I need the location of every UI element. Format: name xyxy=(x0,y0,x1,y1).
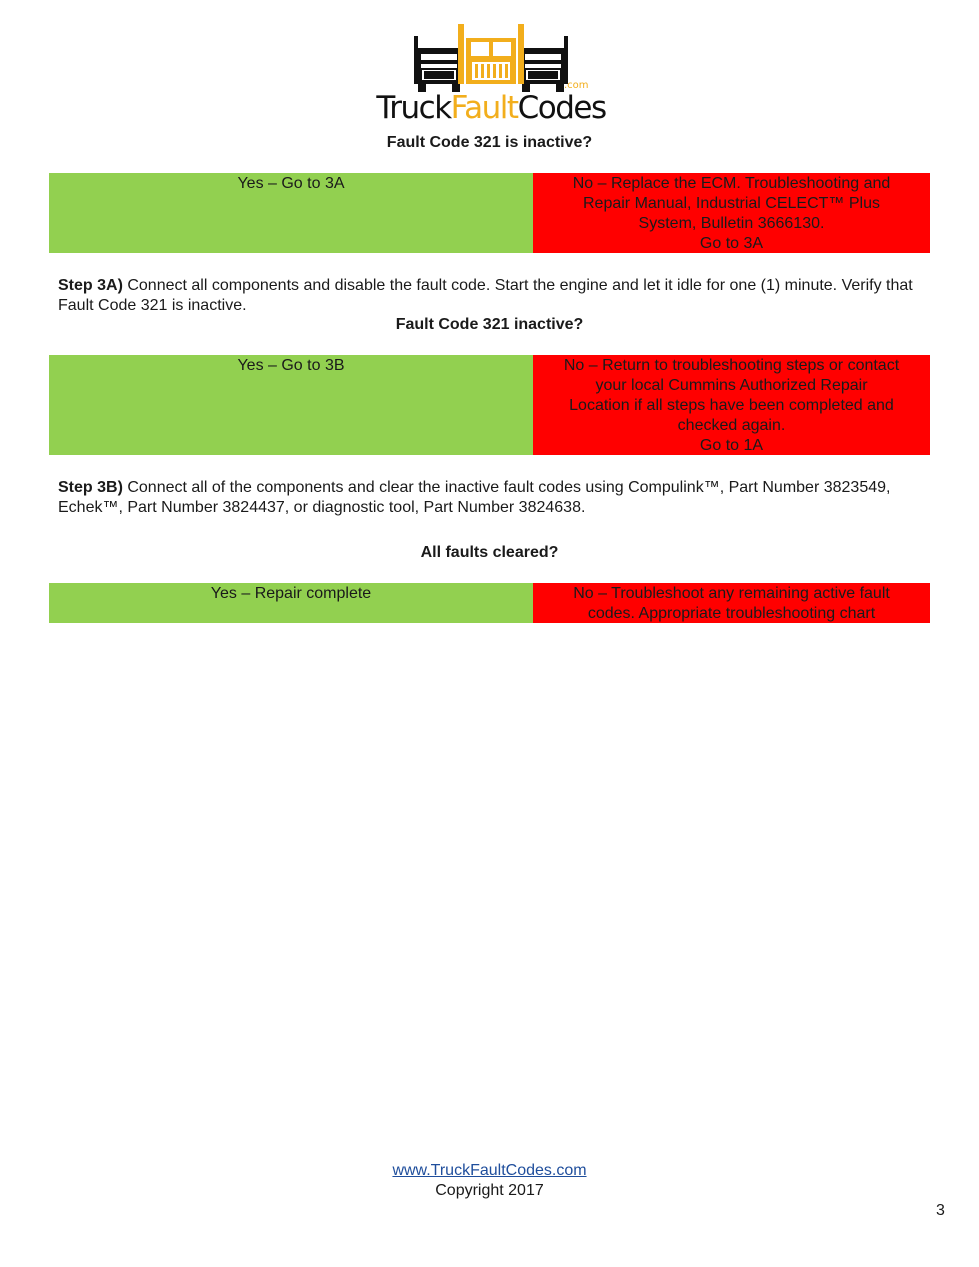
yes-cell-2: Yes – Go to 3B xyxy=(49,355,533,455)
decision-row-3 xyxy=(49,583,930,623)
logo-com-suffix: .com xyxy=(564,80,589,91)
decision-row-2 xyxy=(49,355,930,455)
step-3b-paragraph xyxy=(58,478,928,518)
no-cell-2-line: Go to 1A xyxy=(699,437,764,454)
step-3b-text: Connect all of the components and clear the inactive fault codes using Compulink™, Part Number 3823549, Echek™, Part Number 3824437, or diagnostic tool, Part Number 3824638. xyxy=(58,479,891,516)
logo-word-truck: Truck xyxy=(376,90,451,126)
question-1: Fault Code 321 is inactive? xyxy=(386,134,593,151)
question-3: All faults cleared? xyxy=(420,544,559,561)
no-cell-1 xyxy=(533,173,930,253)
page-number: 3 xyxy=(936,1202,945,1219)
no-cell-2-line: Location if all steps have been completed and xyxy=(569,397,894,414)
no-cell-3-line: No – Troubleshoot any remaining active fault xyxy=(573,585,890,602)
website-link[interactable]: www.TruckFaultCodes.com xyxy=(392,1162,587,1179)
no-cell-2-line: your local Cummins Authorized Repair xyxy=(595,377,868,394)
no-cell-3 xyxy=(533,583,930,623)
yes-cell-1: Yes – Go to 3A xyxy=(49,173,533,253)
no-cell-2 xyxy=(533,355,930,455)
step-3a-label: Step 3A) xyxy=(58,277,123,294)
no-cell-3-line: codes. Appropriate troubleshooting chart xyxy=(587,605,876,622)
no-cell-2-line: No – Return to troubleshooting steps or contact xyxy=(563,357,900,374)
logo-wordmark xyxy=(376,90,606,126)
no-cell-1-line: Go to 3A xyxy=(699,235,764,252)
decision-row-1 xyxy=(49,173,930,253)
no-cell-2-line: checked again. xyxy=(677,417,786,434)
logo-word-fault: Fault xyxy=(450,90,518,126)
logo-word-codes: Codes xyxy=(517,90,606,126)
question-2: Fault Code 321 inactive? xyxy=(395,316,584,333)
step-3a-paragraph xyxy=(58,276,928,316)
step-3a-text: Connect all components and disable the fault code. Start the engine and let it idle for one (1) minute. Verify that Fault Code 321 is inactive. xyxy=(58,277,913,314)
copyright-text: Copyright 2017 xyxy=(435,1182,544,1199)
no-cell-1-line: Repair Manual, Industrial CELECT™ Plus xyxy=(582,195,880,212)
no-cell-1-line: No – Replace the ECM. Troubleshooting and xyxy=(572,175,891,192)
footer xyxy=(0,1161,979,1201)
no-cell-1-line: System, Bulletin 3666130. xyxy=(638,215,825,232)
step-3b-label: Step 3B) xyxy=(58,479,123,496)
yes-cell-3: Yes – Repair complete xyxy=(49,583,533,623)
truckfaultcodes-logo xyxy=(376,20,606,130)
